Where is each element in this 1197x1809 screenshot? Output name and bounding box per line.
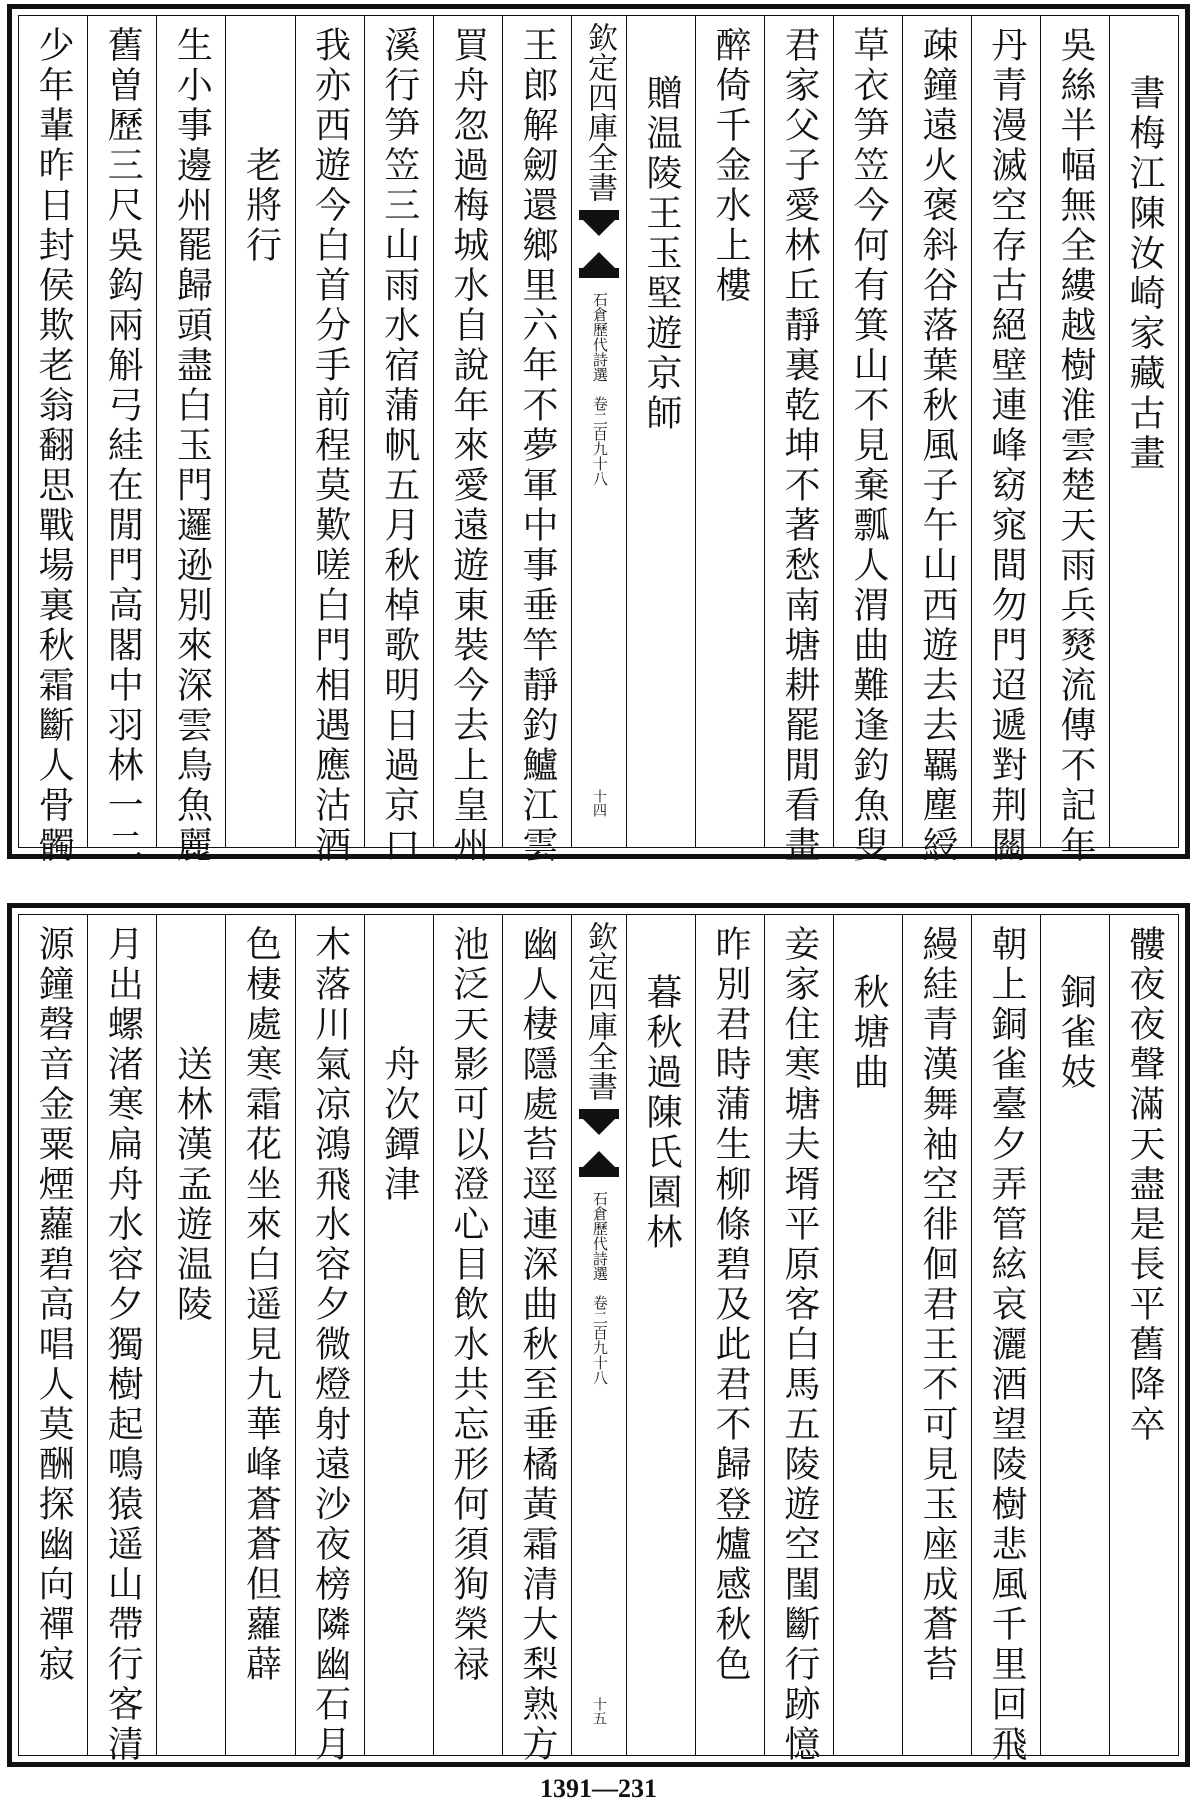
top-page: [7, 4, 1190, 866]
column-text: 朝上銅雀臺夕弄管絃哀灑酒望陵樹悲風千里回飛: [986, 925, 1027, 1765]
text-column: [364, 16, 433, 866]
top-page-frame: [18, 15, 1179, 866]
book-title: 石倉歷代詩選: [590, 1191, 609, 1281]
column-text: 我亦西遊今白首分手前程莫歎嗟白門相遇應沽酒: [309, 26, 351, 866]
column-text: 銅雀妓: [1055, 973, 1096, 1093]
text-column: [225, 915, 294, 1755]
column-text: 生小事邊州罷歸頭盡白玉門邏逊別來深雲鳥魚麗: [171, 26, 213, 866]
fish-tail-lower-icon: [579, 248, 619, 278]
text-column: [87, 915, 156, 1765]
column-text: 老將行: [240, 146, 282, 266]
text-column: [695, 915, 764, 1755]
text-column: [764, 16, 833, 866]
bottom-left-half: [19, 915, 571, 1765]
volume-label: 卷二百九十八: [590, 396, 609, 486]
library-title: 欽定四庫全書: [582, 921, 617, 1101]
text-column: [902, 16, 971, 866]
column-text: 源鐘磬音金粟煙蘿碧高唱人莫酬探幽向禪寂: [33, 925, 75, 1685]
text-column: [295, 16, 364, 866]
column-text: 疎鐘遠火褒斜谷落葉秋風子午山西遊去去羈塵綬: [917, 26, 958, 866]
text-column: [1109, 915, 1178, 1755]
column-text: 買舟忽過梅城水自說年來愛遠遊東裝今去上皇州: [447, 26, 489, 866]
text-column: [502, 16, 571, 866]
column-text: 月出螺渚寒扁舟水容夕獨樹起鳴猿遥山帶行客清: [102, 925, 144, 1765]
column-text: 君家父子愛林丘靜裏乾坤不著愁南塘耕罷閒看畫: [779, 26, 820, 866]
bottom-right-half: [626, 915, 1178, 1765]
fish-tail-lower-icon: [579, 1147, 619, 1177]
bottom-page-frame: [18, 914, 1179, 1765]
column-text: 木落川氣凉鴻飛水容夕微燈射遠沙夜榜隣幽石月: [309, 925, 351, 1765]
column-text: 溪行笋笠三山雨水宿蒲帆五月秋棹歌明日過京口: [378, 26, 420, 866]
column-text: 吳絲半幅無全縷越樹淮雲楚天雨兵燹流傳不記年: [1055, 26, 1096, 866]
text-column: [695, 16, 764, 847]
poem-title: [364, 915, 433, 1755]
bottom-page: [7, 903, 1190, 1767]
column-text: 舊曽歷三尺吳鈎兩斛弓絓在閒門高閣中羽林一二: [102, 26, 144, 866]
page-number: 十四: [591, 789, 607, 817]
text-column: [1040, 16, 1109, 866]
column-text: 妾家住寒塘夫壻平原客白馬五陵遊空閨斷行跡憶: [779, 925, 820, 1765]
poem-title: [1109, 16, 1178, 847]
column-text: 縵絓青漢舞袖空徘佪君王不可見玉座成蒼苔: [917, 925, 958, 1685]
text-column: [433, 16, 502, 866]
column-text: 舟次鐔津: [378, 1045, 420, 1205]
text-column: [19, 915, 87, 1755]
center-gutter: [571, 16, 626, 847]
page-number: 十五: [591, 1697, 607, 1725]
fish-tail-upper-icon: [579, 210, 619, 240]
column-text: 色棲處寒霜花坐來白遥見九華峰蒼蒼但蘿薜: [240, 925, 282, 1685]
poem-title: [626, 915, 695, 1755]
column-text: 書梅江陳汝崎家藏古畫: [1124, 74, 1165, 474]
text-column: [971, 915, 1040, 1765]
column-text: 池泛天影可以澄心目飲水共忘形何須狥榮禄: [447, 925, 489, 1685]
poem-title: [833, 915, 902, 1755]
column-text: 王郎解劒還鄉里六年不夢軍中事垂竿靜釣鱸江雲: [516, 26, 558, 866]
volume-label: 卷二百九十八: [590, 1295, 609, 1385]
library-title: 欽定四庫全書: [582, 22, 617, 202]
column-text: 醉倚千金水上樓: [710, 26, 751, 306]
fish-tail-upper-icon: [579, 1109, 619, 1139]
column-text: 送林漢孟遊温陵: [171, 1045, 213, 1325]
text-column: [502, 915, 571, 1765]
text-column: [87, 16, 156, 866]
text-column: [833, 16, 902, 866]
text-column: [433, 915, 502, 1755]
page-code: 1391—231: [540, 1774, 657, 1803]
center-gutter: [571, 915, 626, 1755]
column-text: 秋塘曲: [848, 973, 889, 1093]
text-column: [902, 915, 971, 1755]
text-column: [971, 16, 1040, 866]
column-text: 丹青漫滅空存古絕壁連峰窈窕間勿門迢遞對荆關: [986, 26, 1027, 866]
column-text: 髏夜夜聲滿天盡是長平舊降卒: [1124, 925, 1165, 1445]
poem-title: [1040, 915, 1109, 1755]
column-text: 草衣笋笠今何有箕山不見棄瓢人渭曲難逢釣魚叟: [848, 26, 889, 866]
poem-title: [225, 16, 294, 847]
poem-title: [156, 915, 225, 1755]
poem-title: [626, 16, 695, 847]
column-text: 昨別君時蒲生柳條碧及此君不歸登爐感秋色: [710, 925, 751, 1685]
text-column: [19, 16, 87, 866]
text-column: [156, 16, 225, 866]
column-text: 暮秋過陳氏園林: [641, 973, 682, 1253]
book-title: 石倉歷代詩選: [590, 292, 609, 382]
top-right-half: [626, 16, 1178, 866]
column-text: 少年輩昨日封侯欺老翁翻思戰場裏秋霜斷人骨髑: [33, 26, 75, 866]
text-column: [764, 915, 833, 1765]
column-text: 贈温陵王玉堅遊京師: [641, 74, 682, 434]
text-column: [295, 915, 364, 1765]
column-text: 幽人棲隱處苔逕連深曲秋至垂橘黃霜清大梨熟方: [516, 925, 558, 1765]
top-left-half: [19, 16, 571, 866]
